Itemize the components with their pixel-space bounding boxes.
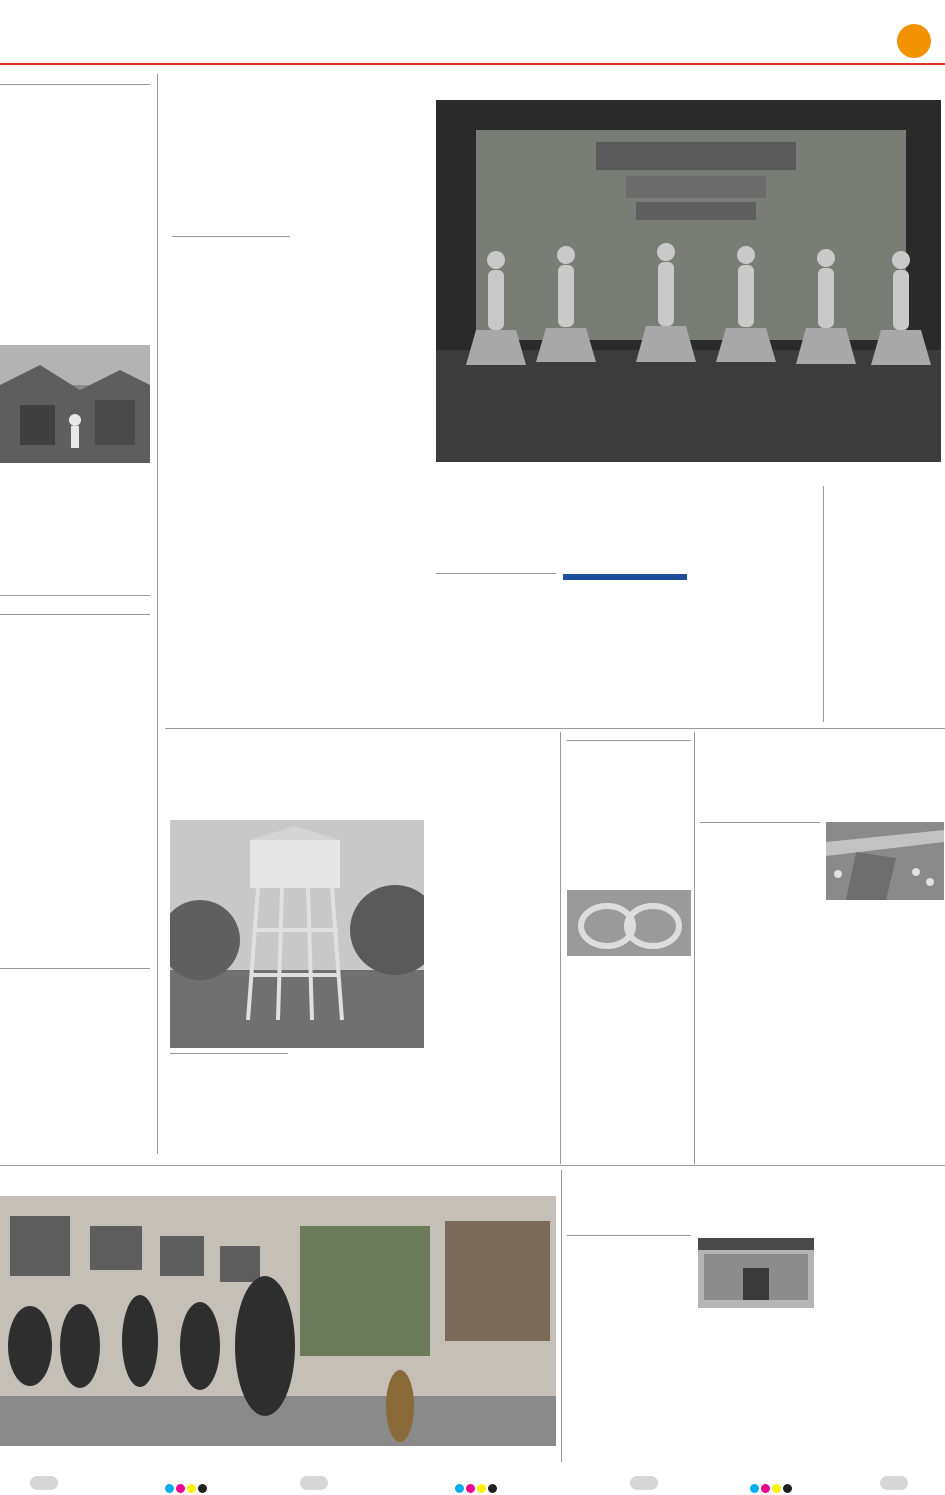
- bjp-col-2: [826, 918, 944, 1162]
- fire-photo-graphic: [0, 345, 150, 463]
- houses-body-continued: [0, 466, 150, 584]
- recital-photo: [436, 100, 941, 462]
- assault-col-3: [696, 570, 820, 720]
- ninl-byline: [172, 236, 290, 240]
- kunduli-col-3: [824, 1238, 944, 1462]
- thieves-body-b-wrap: [567, 958, 691, 1164]
- houses-byline: [0, 84, 150, 88]
- assault-col-1: [436, 573, 556, 723]
- left-rule-2: [0, 968, 150, 969]
- water-tank-graphic: [170, 820, 424, 1048]
- thieves-rule-right: [694, 732, 695, 1164]
- miscreants-byline: [0, 614, 150, 618]
- print-marks: [0, 1472, 945, 1495]
- registration-mark: [30, 1476, 58, 1490]
- ninl-col-1: [172, 236, 290, 716]
- recital-banner: [586, 136, 801, 221]
- artexpo-caption: [0, 1449, 556, 1461]
- fire-photo: [0, 345, 150, 463]
- chc-story: [830, 488, 942, 723]
- assault-byline: [436, 573, 556, 577]
- court-graphic: [698, 1238, 814, 1308]
- handcuffs-photo: [567, 890, 691, 956]
- masthead: [0, 0, 945, 66]
- registration-mark: [880, 1476, 908, 1490]
- artexpo-kicker: [0, 1172, 556, 1194]
- kunduli-col-2: [698, 1312, 814, 1462]
- registration-mark: [630, 1476, 658, 1490]
- flyover-graphic: [826, 822, 944, 900]
- water-tank-photo: [170, 820, 424, 1048]
- cmyk-dots: [750, 1478, 794, 1488]
- water-story: [170, 732, 555, 822]
- registration-mark: [300, 1476, 328, 1490]
- bjp-flyover-box: [826, 822, 944, 914]
- water-col-3: [432, 820, 556, 1163]
- assault-box-label: [563, 574, 687, 580]
- handcuffs-graphic: [567, 890, 691, 956]
- masthead-rule: [0, 63, 945, 65]
- thieves-rule-left: [560, 732, 561, 1164]
- miscreants-story: [0, 606, 150, 951]
- artexpo-photo: [0, 1196, 556, 1446]
- artexpo-graphic: [0, 1196, 556, 1446]
- bottom-rule: [0, 1165, 945, 1166]
- mid-rule: [165, 728, 945, 729]
- water-col-1: [170, 1053, 288, 1163]
- chc-rule: [823, 486, 824, 722]
- cmyk-dots: [165, 1478, 209, 1488]
- kunduli-col-1: [567, 1235, 691, 1462]
- ninl-col-2: [300, 236, 424, 716]
- left-rule-1: [0, 595, 150, 596]
- court-photo: [698, 1238, 814, 1308]
- cmyk-dots: [455, 1478, 499, 1488]
- page-number-badge: [897, 24, 931, 58]
- bjp-col-1: [700, 822, 820, 1162]
- thieves-byline: [567, 740, 691, 744]
- man-held-story: [0, 976, 150, 1126]
- water-byline: [170, 1053, 288, 1057]
- assault-col-2: [563, 570, 687, 720]
- bjp-byline: [700, 822, 820, 826]
- flyover-photo: [826, 822, 944, 900]
- kunduli-byline: [567, 1235, 691, 1239]
- bjp-story: [700, 732, 945, 827]
- water-col-2: [300, 1053, 424, 1163]
- recital-kicker: [436, 76, 941, 98]
- kunduli-rule: [561, 1170, 562, 1462]
- left-column-rule: [157, 74, 158, 1154]
- recital-caption: [436, 466, 941, 478]
